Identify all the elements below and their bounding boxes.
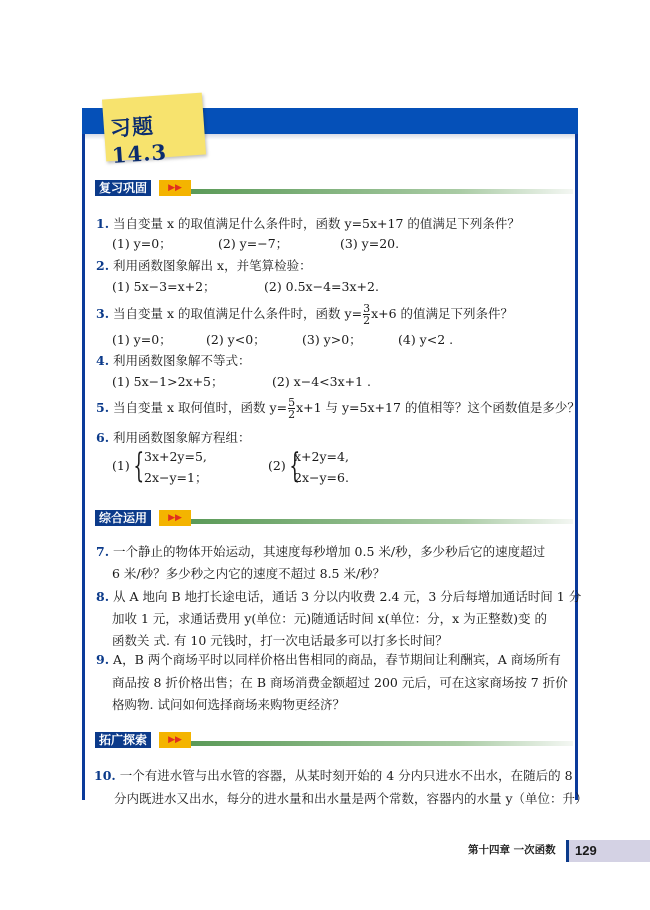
q6-part1-eq2: 2x−y=1； [144,470,208,485]
question-7: 7. 一个静止的物体开始运动，其速度每秒增加 0.5 米/秒，多少秒后它的速度超过 [96,544,546,559]
section-header-review [95,180,573,196]
section-label: 拓广探索 [95,732,151,748]
question-1: 1. 当自变量 x 的取值满足什么条件时，函数 y=5x+17 的值满足下列条件？ [96,216,520,231]
section-divider [191,741,573,746]
arrow-icon: ▶▶ [159,180,191,196]
page-number-box [566,840,650,862]
brace-icon: { [133,446,145,486]
q1-part1: (1) y=0； [112,236,172,251]
q3-part3: (3) y>0； [302,332,362,347]
question-6: 6. 利用函数图象解方程组： [96,430,251,445]
question-10: 10. 一个有进水管与出水管的容器，从某时刻开始的 4 分内只进水不出水，在随后的 8 [94,768,573,783]
q6-part1-eq1: 3x+2y=5, [144,449,207,464]
question-4: 4. 利用函数图象解不等式： [96,353,251,368]
brace-icon: { [289,446,301,486]
exercise-title: 习题14.3 [109,113,168,168]
q9-line3: 格购物. 试问如何选择商场来购物更经济？ [112,697,345,712]
section-header-apply [95,510,573,526]
q9-line2: 商品按 8 折价格出售；在 B 商场消费金额超过 200 元后，可在这家商场按 7 折价 [112,675,568,690]
q1-part3: (3) y=20. [340,236,400,251]
q8-line2: 加收 1 元，求通话费用 y(单位：元)随通话时间 x(单位：分，x 为正整数)变 的 [112,611,547,626]
q2-part2: (2) 0.5x−4=3x+2. [264,279,379,294]
question-8: 8. 从 A 地向 B 地打长途电话，通话 3 分以内收费 2.4 元，3 分后每增加通话时间 1 分 [96,589,582,604]
q3-part1: (1) y=0； [112,332,172,347]
question-3: 3. 当自变量 x 的取值满足什么条件时，函数 y= $\frac{3}{2}$ x+6 的值满足下列条件？ [96,302,514,327]
q6-part1-label: (1) [112,458,130,473]
q6-part2-label: (2) [268,458,286,473]
section-divider [191,519,573,524]
arrow-icon: ▶▶ [159,510,191,526]
q3-part2: (2) y<0； [206,332,266,347]
q2-part1: (1) 5x−3=x+2； [112,279,216,294]
q7-line2: 6 米/秒？多少秒之内它的速度不超过 8.5 米/秒？ [112,566,386,581]
page-number: 129 [575,843,597,858]
chapter-footer: 第十四章 一次函数 [468,844,556,856]
q8-line3: 函数关 式. 有 10 元钱时，打一次电话最多可以打多长时间？ [112,633,448,648]
q1-part2: (2) y=−7； [218,236,289,251]
arrow-icon: ▶▶ [159,732,191,748]
section-label: 复习巩固 [95,180,151,196]
q6-part2-eq2: 2x−y=6. [294,470,349,485]
section-label: 综合运用 [95,510,151,526]
q3-part4: (4) y<2 . [398,332,454,347]
q4-part1: (1) 5x−1>2x+5； [112,374,224,389]
question-9: 9. A，B 两个商场平时以同样价格出售相同的商品，春节期间让利酬宾，A 商场所有 [96,652,561,667]
q10-line2: 分内既进水又出水，每分的进水量和出水量是两个常数，容器内的水量 y（单位：升） [114,791,588,806]
q6-part2-eq1: x+2y=4, [294,449,349,464]
title-sticky-note [102,93,206,168]
question-5: 5. 当自变量 x 取何值时，函数 y= $\frac{5}{2}$ x+1 与 y=5x+17 的值相等？这个函数值是多少？ [96,396,580,421]
q4-part2: (2) x−4<3x+1 . [272,374,372,389]
section-header-explore [95,732,573,748]
section-divider [191,189,573,194]
question-2: 2. 利用函数图象解出 x，并笔算检验： [96,258,312,273]
